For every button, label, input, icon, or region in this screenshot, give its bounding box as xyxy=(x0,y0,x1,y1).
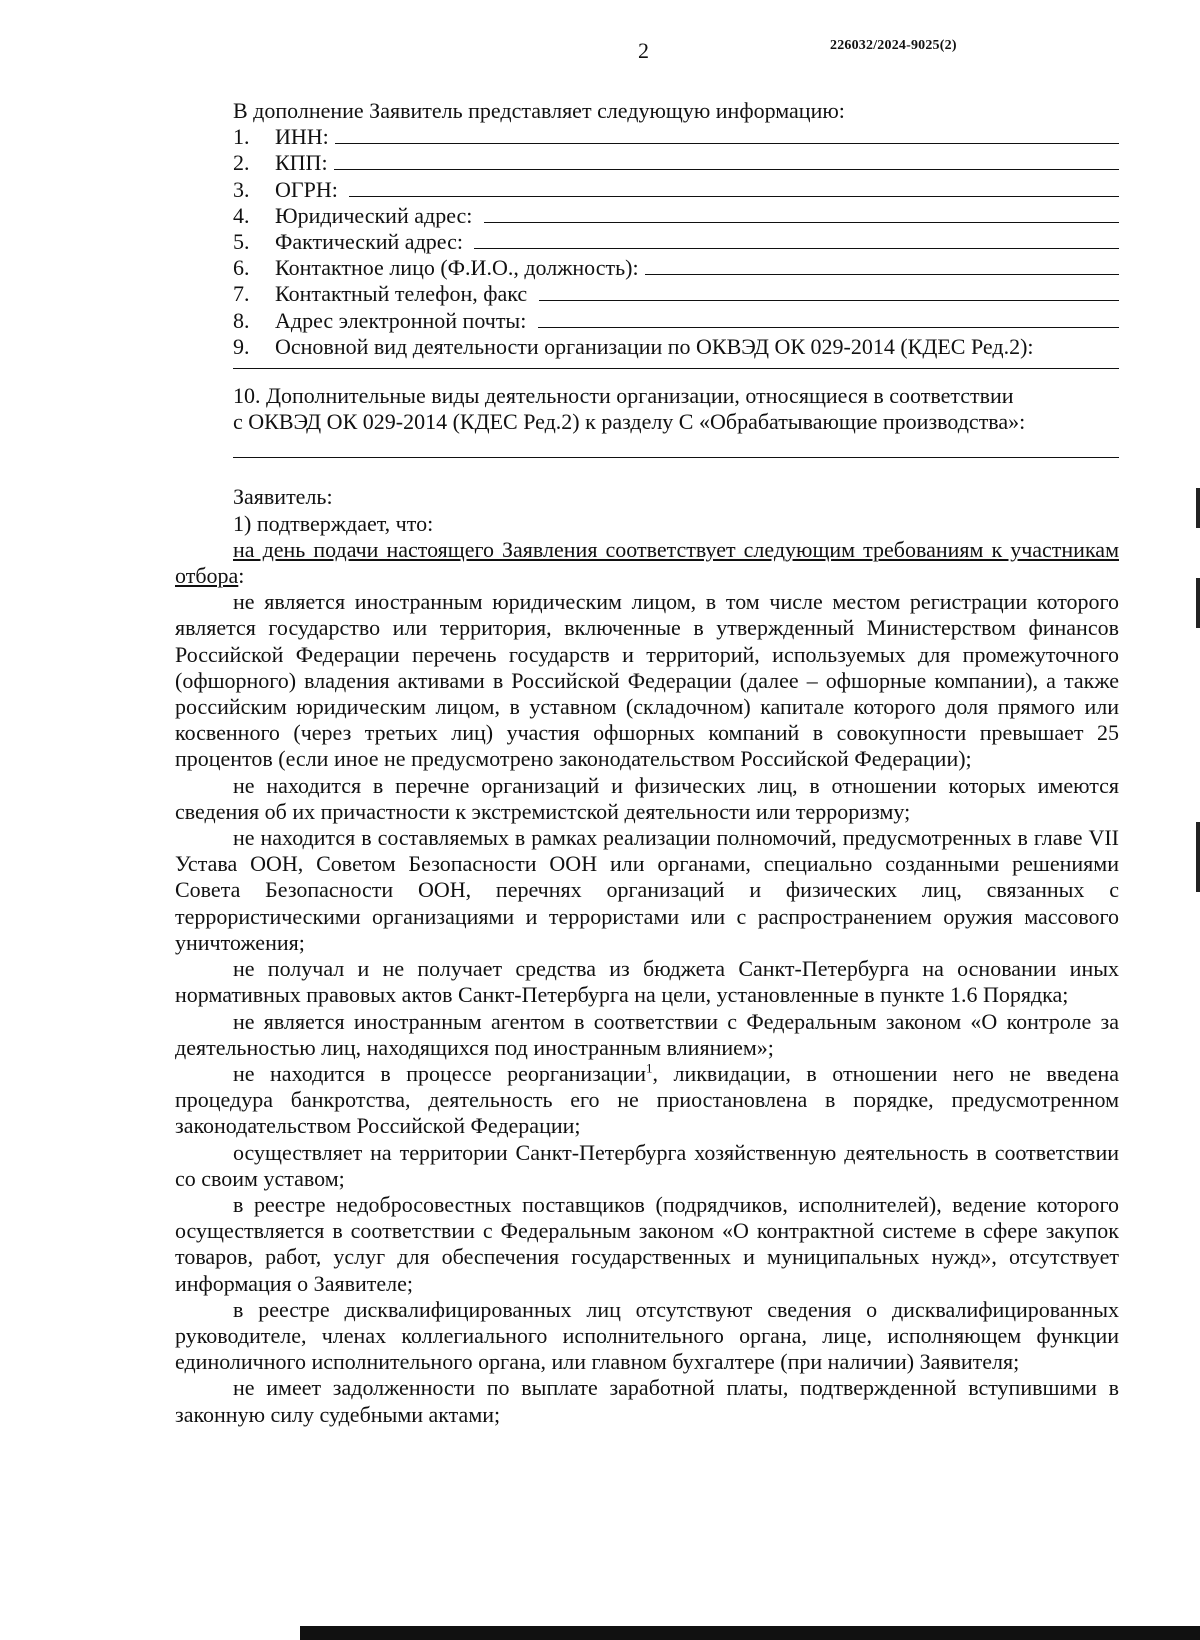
field-number: 3. xyxy=(233,176,250,202)
page-number: 2 xyxy=(638,38,649,63)
fill-line xyxy=(539,282,1119,301)
requirement-reorganization xyxy=(175,1061,1119,1140)
requirement-reorganization-text-a: не находится в процессе реорганизации xyxy=(233,1060,646,1086)
scan-edge-mark xyxy=(1196,822,1200,892)
fill-line xyxy=(349,178,1119,197)
fill-line-main-activity xyxy=(233,360,1119,369)
requirement-disqualified-persons: в реестре дисквалифицированных лиц отсутствуют сведения о дисквалифицированных руководителе, членах коллегиального исполнительного органа, лице, исполняющем функции единоличного исполнительного органа, или главном бухгалтере (при наличии) Заявителя; xyxy=(175,1296,1119,1375)
requirement-salary-debt: не имеет задолженности по выплате заработной платы, подтвержденной вступившими в законную силу судебными актами; xyxy=(175,1375,1119,1427)
field-contact-person xyxy=(233,255,1119,281)
field-number: 4. xyxy=(233,202,250,228)
field-additional-activities xyxy=(233,383,1119,435)
field-number: 6. xyxy=(233,255,250,281)
field-main-activity xyxy=(233,334,1119,360)
applicant-label: Заявитель: xyxy=(233,484,333,510)
fill-line xyxy=(335,125,1119,144)
field10-line1: 10. Дополнительные виды деятельности организации, относящиеся в соответствии xyxy=(233,383,1014,409)
fill-line xyxy=(474,230,1119,249)
fill-line-additional-activities xyxy=(233,435,1119,458)
fill-line xyxy=(538,309,1119,328)
field-phone-fax xyxy=(233,281,1119,307)
field-number: 1. xyxy=(233,124,250,150)
field-label: Адрес электронной почты: xyxy=(275,307,532,333)
requirements-title-colon: : xyxy=(238,563,245,589)
field-label: ОГРН: xyxy=(275,176,344,202)
field-kpp xyxy=(233,150,1119,176)
footnote-marker: 1 xyxy=(646,1060,653,1076)
field-email xyxy=(233,308,1119,334)
field-ogrn xyxy=(233,177,1119,203)
field-label: Контактный телефон, факс xyxy=(275,281,533,307)
requirement-extremism: не находится в перечне организаций и физических лиц, в отношении которых имеются сведения об их причастности к экстремистской деятельности или терроризму; xyxy=(175,772,1119,824)
requirement-reorganization-text-b: , ликвидации, в отношении него не введена процедура банкротства, деятельность его не приостановлена в порядке, предусмотренном законодательством Российской Федерации; xyxy=(175,1060,1120,1139)
requirement-budget-funds: не получал и не получает средства из бюджета Санкт-Петербурга на основании иных нормативных правовых актов Санкт-Петербурга на цели, установленные в пункте 1.6 Порядка; xyxy=(175,956,1119,1008)
requirement-foreign-agent: не является иностранным агентом в соответствии с Федеральным законом «О контроле за деятельностью лиц, находящихся под иностранным влиянием»; xyxy=(175,1008,1119,1060)
field-number: 8. xyxy=(233,307,250,333)
field-label: Фактический адрес: xyxy=(275,229,469,255)
scan-edge-mark xyxy=(1196,488,1200,528)
document-id: 226032/2024-9025(2) xyxy=(830,38,957,53)
fill-line xyxy=(645,256,1119,275)
requirements-title xyxy=(175,537,1119,589)
field-number: 7. xyxy=(233,281,250,307)
requirements-title-text: на день подачи настоящего Заявления соответствует следующим требованиям к участникам отбора xyxy=(175,536,1119,589)
field-label: Основной вид деятельности организации по ОКВЭД ОК 029-2014 (КДЕС Ред.2): xyxy=(275,333,1034,359)
field-label: КПП: xyxy=(275,150,328,176)
intro-text: В дополнение Заявитель представляет следующую информацию: xyxy=(233,98,845,123)
field10-line2: с ОКВЭД ОК 029-2014 (КДЕС Ред.2) к разделу С «Обрабатывающие производства»: xyxy=(233,409,1026,435)
document-body xyxy=(175,98,1119,1428)
requirement-un-lists: не находится в составляемых в рамках реализации полномочий, предусмотренных в главе VII Устава ООН, Советом Безопасности ООН или органами, специально созданными решениями Совета Безопасности ООН, перечнях организаций и физических лиц, связанных с террористическими организациями и террористами или с распространением оружия массового уничтожения; xyxy=(175,825,1119,955)
confirm-label: 1) подтверждает, что: xyxy=(233,510,434,536)
fill-line xyxy=(484,204,1119,223)
field-label: Юридический адрес: xyxy=(275,202,478,228)
field-label: ИНН: xyxy=(275,124,329,150)
requirement-offshore: не является иностранным юридическим лицом, в том числе местом регистрации которого является государство или территория, включенные в утвержденный Министерством финансов Российской Федерации перечень государств и территорий, используемых для промежуточного (офшорного) владения активами в Российской Федерации (далее – офшорные компании), а также российским юридическим лицом, в уставном (складочном) капитале которого доля прямого или косвенного (через третьих лиц) участия офшорных компаний в совокупности превышает 25 процентов (если иное не предусмотрено законодательством Российской Федерации); xyxy=(175,589,1119,772)
requirement-economic-activity: осуществляет на территории Санкт-Петербурга хозяйственную деятельность в соответствии со своим уставом; xyxy=(175,1139,1119,1191)
scan-edge-mark xyxy=(1196,578,1200,628)
field-legal-address xyxy=(233,203,1119,229)
scan-footer-bar xyxy=(300,1626,1200,1640)
field-actual-address xyxy=(233,229,1119,255)
field-inn xyxy=(233,124,1119,150)
fill-line xyxy=(334,151,1119,170)
field-label: Контактное лицо (Ф.И.О., должность): xyxy=(275,255,639,281)
field-number: 9. xyxy=(233,333,250,359)
field-number: 2. xyxy=(233,150,250,176)
field-number: 5. xyxy=(233,229,250,255)
requirement-unfair-suppliers: в реестре недобросовестных поставщиков (подрядчиков, исполнителей), ведение которого осуществляется в соответствии с Федеральным законом «О контрактной системе в сфере закупок товаров, работ, услуг для обеспечения государственных и муниципальных нужд», отсутствует информация о Заявителе; xyxy=(175,1191,1119,1296)
